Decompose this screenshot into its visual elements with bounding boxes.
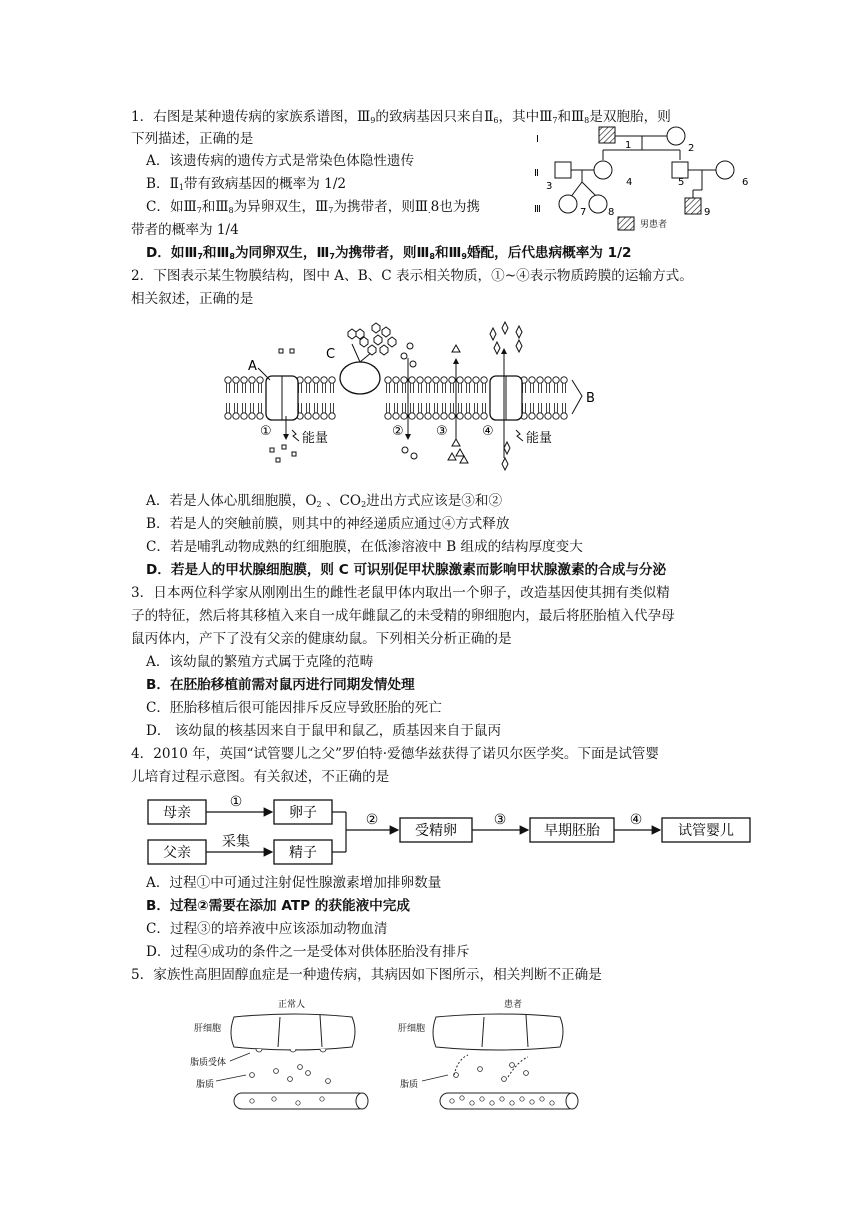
q1-option-a: A．该遗传病的遗传方式是常染色体隐性遗传 bbox=[146, 153, 415, 169]
svg-text:3: 3 bbox=[546, 181, 553, 192]
box-zygote: 受精卵 bbox=[415, 823, 457, 839]
phospholipid-head bbox=[457, 413, 463, 419]
label-c: C bbox=[326, 347, 336, 362]
ivf-flowchart bbox=[140, 790, 760, 870]
pedigree-chart bbox=[530, 120, 770, 230]
svg-text:4: 4 bbox=[626, 177, 633, 188]
phospholipid-head bbox=[417, 413, 423, 419]
step-3: ③ bbox=[493, 812, 507, 828]
phospholipid-head bbox=[449, 377, 455, 383]
q4-option-c: C．过程③的培养液中应该添加动物血清 bbox=[146, 921, 388, 937]
phospholipid-head bbox=[449, 413, 455, 419]
phospholipid-head bbox=[329, 377, 335, 383]
q2-stem-line2: 相关叙述，正确的是 bbox=[131, 291, 254, 307]
phospholipid-head bbox=[537, 377, 543, 383]
phospholipid-head bbox=[561, 377, 567, 383]
svg-text:6: 6 bbox=[742, 177, 749, 188]
q2-option-c: C．若是哺乳动物成熟的红细胞膜，在低渗溶液中 B 组成的结构厚度变大 bbox=[146, 539, 583, 555]
q2-option-a: A．若是人体心肌细胞膜，$O_2$ 、$CO_2$进出方式应该是③和② bbox=[146, 493, 503, 509]
svg-text:5: 5 bbox=[678, 177, 685, 188]
label-lipid-receptor: 脂质受体 bbox=[190, 1058, 227, 1068]
q3-option-c: C．胚胎移植后很可能因排斥反应导致胚胎的死亡 bbox=[146, 700, 442, 716]
q1-stem-line1: 1．右图是某种遗传病的家族系谱图，$Ⅲ_9$的致病基因只来自$Ⅱ_6$，其中$Ⅲ_7$和$Ⅲ_8$是双胞胎，则 bbox=[131, 109, 671, 125]
label-2: ② bbox=[392, 424, 404, 439]
box-early-embryo: 早期胚胎 bbox=[544, 823, 600, 839]
q3-option-a: A．该幼鼠的繁殖方式属于克隆的范畴 bbox=[146, 654, 374, 670]
cholesterol-figure bbox=[190, 995, 610, 1120]
label-liver-cell-1: 肝细胞 bbox=[194, 1024, 222, 1034]
phospholipid-head bbox=[233, 377, 239, 383]
phospholipid-head bbox=[409, 377, 415, 383]
phospholipid-head bbox=[465, 377, 471, 383]
individual-3 bbox=[555, 162, 571, 178]
q2-option-d: D．若是人的甲状腺细胞膜，则 C 可识别促甲状腺激素而影响甲状腺激素的合成与分泌 bbox=[146, 562, 667, 578]
phospholipid-head bbox=[305, 377, 311, 383]
phospholipid-head bbox=[561, 413, 567, 419]
q1-stem-line2: 下列描述，正确的是 bbox=[131, 131, 254, 147]
q2-stem-line1: 2．下图表示某生物膜结构，图中 A、B、C 表示相关物质，①~④表示物质跨膜的运输方式。 bbox=[131, 268, 693, 284]
box-mother: 母亲 bbox=[163, 805, 191, 821]
q4-option-b: B．过程②需要在添加 ATP 的获能液中完成 bbox=[146, 898, 410, 914]
gen-label-2: Ⅱ bbox=[534, 168, 539, 179]
q3-stem-line2: 子的特征，然后将其移植入来自一成年雌鼠乙的未受精的卵细胞内，最后将胚胎植入代孕母 bbox=[131, 608, 675, 624]
svg-text:7: 7 bbox=[580, 207, 587, 218]
label-3: ③ bbox=[436, 424, 448, 439]
individual-4 bbox=[594, 161, 612, 179]
phospholipid-head bbox=[249, 377, 255, 383]
label-liver-cell-2: 肝细胞 bbox=[398, 1024, 426, 1034]
individual-2 bbox=[667, 127, 685, 145]
box-sperm: 精子 bbox=[289, 845, 317, 861]
phospholipid-head bbox=[257, 377, 263, 383]
q3-stem-line1: 3．日本两位科学家从刚刚出生的雌性老鼠甲体内取出一个卵子，改造基因使其拥有类似精 bbox=[131, 585, 670, 601]
label-a: A bbox=[248, 359, 257, 374]
phospholipid-head bbox=[465, 413, 471, 419]
individual-1 bbox=[599, 127, 615, 143]
q3-option-b: B．在胚胎移植前需对鼠丙进行同期发情处理 bbox=[146, 677, 415, 693]
q4-stem-line1: 4．2010 年，英国“试管婴儿之父”罗伯特·爱德华兹获得了诺贝尔医学奖。下面是试管婴 bbox=[131, 746, 659, 762]
energy-label-1: 能量 bbox=[302, 431, 329, 446]
glycoprotein-c bbox=[340, 362, 380, 394]
phospholipid-head bbox=[481, 377, 487, 383]
q4-option-d: D．过程④成功的条件之一是受体对供体胚胎没有排斥 bbox=[146, 944, 470, 960]
phospholipid-head bbox=[545, 377, 551, 383]
phospholipid-head bbox=[553, 377, 559, 383]
phospholipid-head bbox=[481, 413, 487, 419]
phospholipid-head bbox=[393, 413, 399, 419]
phospholipid-head bbox=[225, 413, 231, 419]
q1-option-b: B．$Ⅱ_1$带有致病基因的概率为 1/2 bbox=[146, 176, 347, 192]
q2-option-b: B．若是人的突触前膜，则其中的神经递质应通过④方式释放 bbox=[146, 516, 510, 532]
q1-option-c: C．如$Ⅲ_7$和$Ⅲ_8$为异卵双生，$Ⅲ_7$为携带者，则$Ⅲ_.8$也为携 bbox=[146, 199, 481, 215]
phospholipid-head bbox=[473, 377, 479, 383]
individual-8 bbox=[589, 195, 607, 213]
q4-stem-line2: 儿培育过程示意图。有关叙述，不正确的是 bbox=[131, 769, 390, 785]
step-1: ① bbox=[229, 794, 243, 810]
individual-5 bbox=[672, 162, 688, 178]
legend-affected-male-icon bbox=[618, 217, 634, 230]
legend-label: 男患者 bbox=[640, 220, 668, 230]
phospholipid-head bbox=[425, 377, 431, 383]
phospholipid-head bbox=[393, 377, 399, 383]
phospholipid-head bbox=[233, 413, 239, 419]
title-patient: 患者 bbox=[504, 1000, 523, 1010]
q1-option-d: D．如$Ⅲ_7$和$Ⅲ_8$为同卵双生，$Ⅲ_7$为携带者，则$Ⅲ_8$和$Ⅲ_9$婚配，后代患病概率为 1/2 bbox=[146, 245, 632, 261]
individual-6 bbox=[716, 161, 734, 179]
phospholipid-head bbox=[385, 377, 391, 383]
box-ivf-baby: 试管婴儿 bbox=[678, 823, 734, 839]
phospholipid-head bbox=[417, 377, 423, 383]
box-father: 父亲 bbox=[163, 845, 191, 861]
svg-text:1: 1 bbox=[625, 140, 632, 151]
membrane-diagram bbox=[220, 318, 600, 480]
svg-text:8: 8 bbox=[608, 207, 615, 218]
phospholipid-head bbox=[321, 413, 327, 419]
gen-label-1: Ⅰ bbox=[536, 134, 539, 145]
phospholipid-head bbox=[385, 413, 391, 419]
step-2: ② bbox=[365, 812, 379, 828]
phospholipid-head bbox=[241, 413, 247, 419]
phospholipid-head bbox=[433, 413, 439, 419]
phospholipid-head bbox=[473, 413, 479, 419]
q3-stem-line3: 鼠丙体内，产下了没有父亲的健康幼鼠。下列相关分析正确的是 bbox=[131, 631, 512, 647]
phospholipid-head bbox=[249, 413, 255, 419]
phospholipid-head bbox=[313, 377, 319, 383]
collect-label: 采集 bbox=[222, 834, 250, 850]
phospholipid-head bbox=[241, 377, 247, 383]
phospholipid-head bbox=[457, 377, 463, 383]
phospholipid-head bbox=[401, 413, 407, 419]
individual-9 bbox=[685, 198, 701, 214]
q1-option-c-cont: 带者的概率为 1/4 bbox=[131, 222, 239, 238]
gen-label-3: Ⅲ bbox=[534, 204, 541, 215]
phospholipid-head bbox=[425, 413, 431, 419]
label-4: ④ bbox=[482, 424, 494, 439]
step-4: ④ bbox=[629, 812, 643, 828]
q5-stem-line1: 5．家族性高胆固醇血症是一种遗传病，其病因如下图所示，相关判断不正确是 bbox=[131, 967, 602, 983]
phospholipid-head bbox=[329, 413, 335, 419]
svg-text:9: 9 bbox=[704, 207, 711, 218]
title-normal: 正常人 bbox=[278, 1000, 306, 1010]
phospholipid-head bbox=[401, 377, 407, 383]
phospholipid-head bbox=[441, 413, 447, 419]
label-b: B bbox=[586, 391, 595, 406]
q4-option-a: A．过程①中可通过注射促性腺激素增加排卵数量 bbox=[146, 875, 442, 891]
phospholipid-head bbox=[553, 413, 559, 419]
phospholipid-head bbox=[313, 413, 319, 419]
phospholipid-head bbox=[529, 413, 535, 419]
q3-option-d: D． 该幼鼠的核基因来自于鼠甲和鼠乙，质基因来自于鼠丙 bbox=[146, 723, 502, 739]
phospholipid-head bbox=[305, 413, 311, 419]
box-egg: 卵子 bbox=[289, 805, 317, 821]
svg-text:2: 2 bbox=[688, 143, 695, 154]
phospholipid-head bbox=[441, 377, 447, 383]
phospholipid-head bbox=[545, 413, 551, 419]
phospholipid-head bbox=[433, 377, 439, 383]
phospholipid-head bbox=[321, 377, 327, 383]
phospholipid-head bbox=[529, 377, 535, 383]
phospholipid-head bbox=[225, 377, 231, 383]
energy-label-2: 能量 bbox=[526, 431, 553, 446]
individual-7 bbox=[559, 195, 577, 213]
phospholipid-head bbox=[257, 413, 263, 419]
phospholipid-head bbox=[537, 413, 543, 419]
label-lipid-1: 脂质 bbox=[196, 1080, 215, 1090]
label-lipid-2: 脂质 bbox=[400, 1080, 419, 1090]
label-1: ① bbox=[260, 424, 272, 439]
phospholipid-head bbox=[409, 413, 415, 419]
